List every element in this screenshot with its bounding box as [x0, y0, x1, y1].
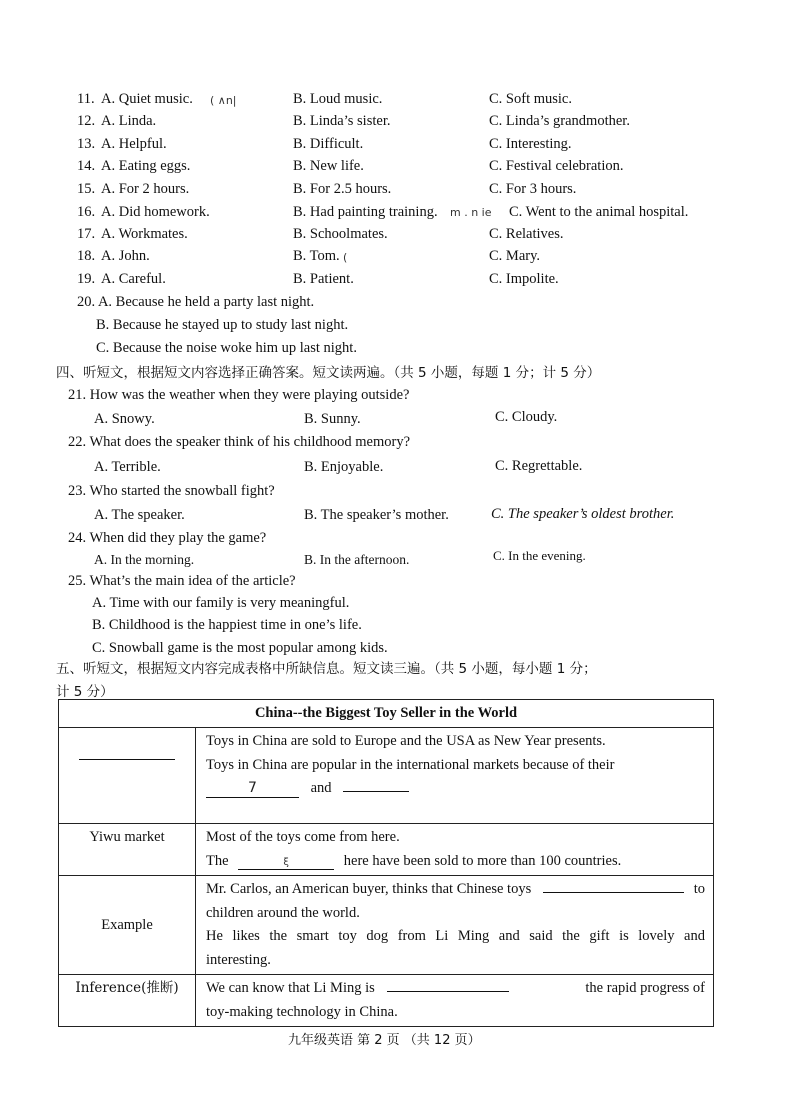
row3-label-text: Example — [101, 916, 153, 933]
row4-pre: We can know that Li Ming is — [206, 980, 375, 996]
table-row2-content — [196, 824, 714, 876]
answer-blank-row1-label[interactable] — [79, 743, 175, 760]
handwritten-blank-mark: ξ — [283, 856, 289, 868]
row3-to: to — [693, 881, 705, 897]
handwritten-mark-16: m . n ie — [450, 206, 492, 219]
row4-label-text: Inference(推断) — [75, 980, 179, 996]
option-b: B. Difficult. — [293, 136, 364, 152]
row1-line3 — [206, 777, 705, 801]
section-5-heading-line1: 五、听短文，根据短文内容完成表格中所缺信息。短文读三遍。（共 5 小题，每小题 1 分； — [56, 661, 597, 677]
option-a: A. John. — [101, 248, 150, 264]
answer-blank-row3[interactable] — [543, 878, 684, 893]
answer-blank-row1-b[interactable] — [343, 777, 409, 792]
question-23-option-c: C. The speaker’s oldest brother. — [491, 506, 675, 522]
handwritten-mark-18: ( — [343, 251, 348, 264]
table-row3-label — [59, 876, 196, 975]
question-20-option-b: B. Because he stayed up to study last night. — [96, 317, 349, 333]
option-a: A. For 2 hours. — [101, 181, 190, 197]
question-21-stem: 21. How was the weather when they were playing outside? — [68, 387, 410, 403]
row2-rest: here have been sold to more than 100 countries. — [343, 852, 622, 869]
row3-line1-text: Mr. Carlos, an American buyer, thinks that Chinese toys — [206, 881, 532, 897]
question-23-option-b: B. The speaker’s mother. — [304, 507, 449, 523]
handwritten-mark-11: ( ∧n| — [210, 94, 237, 107]
row2-line1: Most of the toys come from here. — [206, 829, 400, 845]
option-b: B. Tom. — [293, 248, 340, 264]
answer-blank-row4[interactable] — [387, 977, 509, 992]
table-row4-label — [59, 975, 196, 1027]
row2-the: The — [206, 852, 229, 869]
question-23-stem: 23. Who started the snowball fight? — [68, 483, 275, 499]
row4-line1 — [206, 977, 705, 1001]
question-number: 12. — [77, 113, 96, 129]
row1-and: and — [310, 780, 332, 796]
question-22-option-c: C. Regrettable. — [495, 458, 583, 474]
row3-line2: children around the world. — [206, 904, 360, 921]
option-b: B. Linda’s sister. — [293, 113, 391, 129]
info-table — [58, 699, 714, 1027]
page-footer: 九年级英语 第 2 页 （共 12 页） — [288, 1033, 481, 1048]
row1-line2: Toys in China are popular in the international markets because of their — [206, 756, 615, 773]
question-21-option-a: A. Snowy. — [94, 411, 155, 427]
table-title: China--the Biggest Toy Seller in the World — [59, 700, 714, 728]
question-25-option-a: A. Time with our family is very meaningful. — [92, 595, 350, 611]
option-c: C. Interesting. — [489, 136, 572, 152]
option-b: B. Had painting training. — [293, 204, 438, 220]
option-a: A. Eating eggs. — [101, 158, 191, 174]
question-24-option-a: A. In the morning. — [94, 552, 195, 567]
table-row4-content — [196, 975, 714, 1027]
row3-line4: interesting. — [206, 951, 271, 968]
question-20-option-c: C. Because the noise woke him up last night. — [96, 340, 357, 356]
option-a: A. Helpful. — [101, 136, 167, 152]
option-b: B. Patient. — [293, 271, 354, 287]
question-21-option-c: C. Cloudy. — [495, 409, 558, 425]
option-b: B. For 2.5 hours. — [293, 181, 392, 197]
question-23-option-a: A. The speaker. — [94, 507, 185, 523]
option-c: C. Relatives. — [489, 226, 564, 242]
handwritten-blank-7: 7 — [248, 780, 257, 796]
question-number: 14. — [77, 158, 96, 174]
section-5-heading-line2: 计 5 分） — [56, 684, 114, 700]
question-number: 16. — [77, 204, 96, 220]
row3-line1 — [206, 878, 705, 902]
option-c: C. Soft music. — [489, 91, 572, 107]
option-a: A. Did homework. — [101, 204, 210, 220]
question-number: 13. — [77, 136, 96, 152]
question-24-option-c: C. In the evening. — [493, 548, 586, 563]
row3-line3: He likes the smart toy dog from Li Ming and said the gift is lovely and — [206, 928, 705, 944]
question-number: 18. — [77, 248, 96, 264]
question-24-option-b: B. In the afternoon. — [304, 552, 410, 567]
option-b: B. Loud music. — [293, 91, 383, 107]
option-b: B. Schoolmates. — [293, 226, 388, 242]
question-20-stem: 20. A. Because he held a party last night. — [77, 294, 315, 310]
table-row1-content — [196, 728, 714, 824]
row2-line2 — [206, 850, 705, 874]
question-number: 17. — [77, 226, 96, 242]
question-25-stem: 25. What’s the main idea of the article? — [68, 573, 296, 589]
question-25-option-b: B. Childhood is the happiest time in one’s life. — [92, 617, 362, 633]
option-a: A. Linda. — [101, 113, 157, 129]
question-25-option-c: C. Snowball game is the most popular among kids. — [92, 640, 388, 656]
question-22-stem: 22. What does the speaker think of his childhood memory? — [68, 434, 411, 450]
question-number: 11. — [77, 91, 95, 107]
table-row3-content — [196, 876, 714, 975]
option-c: C. Went to the animal hospital. — [509, 204, 689, 220]
question-24-stem: 24. When did they play the game? — [68, 530, 267, 546]
row2-label-text: Yiwu market — [89, 829, 165, 845]
question-number: 15. — [77, 181, 96, 197]
row4-line2: toy-making technology in China. — [206, 1003, 398, 1020]
answer-blank-row1-a[interactable] — [206, 779, 299, 798]
table-row2-label — [59, 824, 196, 876]
option-c: C. Mary. — [489, 248, 541, 264]
row4-post: the rapid progress of — [585, 980, 705, 996]
option-c: C. Linda’s grandmother. — [489, 113, 630, 129]
question-22-option-a: A. Terrible. — [94, 459, 161, 475]
question-21-option-b: B. Sunny. — [304, 411, 361, 427]
answer-blank-row2[interactable] — [238, 853, 334, 870]
option-a: A. Careful. — [101, 271, 166, 287]
question-22-option-b: B. Enjoyable. — [304, 459, 384, 475]
option-a: A. Quiet music. — [101, 91, 193, 107]
section-4-heading: 四、听短文，根据短文内容选择正确答案。短文读两遍。（共 5 小题，每题 1 分；计 5 分） — [56, 365, 601, 381]
option-a: A. Workmates. — [101, 226, 188, 242]
option-b: B. New life. — [293, 158, 364, 174]
option-c: C. Festival celebration. — [489, 158, 624, 174]
table-row1-label-cell — [59, 728, 196, 824]
row1-line1: Toys in China are sold to Europe and the USA as New Year presents. — [206, 733, 606, 749]
option-c: C. Impolite. — [489, 271, 559, 287]
question-number: 19. — [77, 271, 96, 287]
option-c: C. For 3 hours. — [489, 181, 577, 197]
